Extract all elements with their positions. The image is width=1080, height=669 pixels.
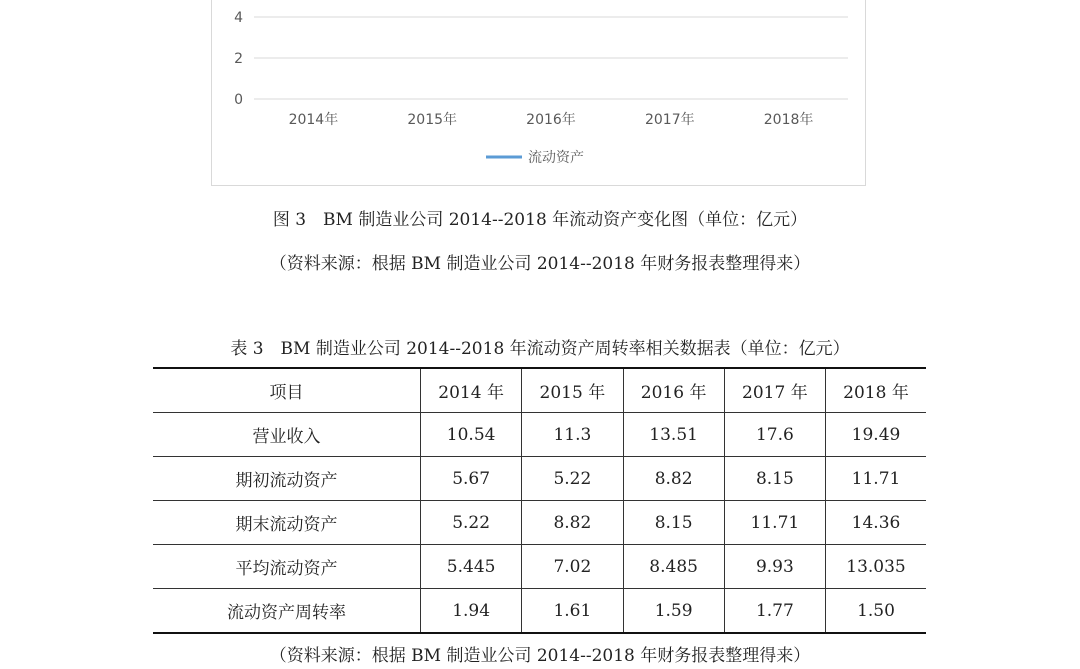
header-cell: 2016 年 — [623, 368, 724, 413]
table-row — [153, 457, 926, 501]
table-cell: 1.50 — [826, 589, 927, 634]
figure-source-note: （资料来源：根据 BM 制造业公司 2014--2018 年财务报表整理得来） — [269, 254, 811, 274]
figure-caption: 图 3 BM 制造业公司 2014--2018 年流动资产变化图（单位：亿元） — [272, 210, 808, 230]
table-cell: 7.02 — [522, 545, 623, 589]
table-cell: 5.445 — [421, 545, 522, 589]
table-cell: 1.94 — [421, 589, 522, 634]
header-cell: 2014 年 — [421, 368, 522, 413]
row-label: 期初流动资产 — [153, 457, 421, 501]
row-label: 期末流动资产 — [153, 501, 421, 545]
table-cell: 1.61 — [522, 589, 623, 634]
row-label: 平均流动资产 — [153, 545, 421, 589]
table-row — [153, 545, 926, 589]
table-cell: 8.15 — [623, 501, 724, 545]
table-cell: 10.54 — [421, 413, 522, 457]
table-row — [153, 501, 926, 545]
chart-frame — [211, 0, 866, 186]
table-cell: 8.485 — [623, 545, 724, 589]
y-tick-label: 4 — [234, 10, 243, 26]
table-cell: 8.82 — [623, 457, 724, 501]
header-cell: 项目 — [153, 368, 421, 413]
line-chart — [212, 0, 867, 186]
x-tick-label: 2015年 — [407, 112, 458, 128]
table-header-row — [153, 368, 926, 413]
table-cell: 9.93 — [724, 545, 825, 589]
x-tick-label: 2018年 — [763, 112, 814, 128]
header-cell: 2018 年 — [826, 368, 927, 413]
table-cell: 19.49 — [826, 413, 927, 457]
header-cell: 2017 年 — [724, 368, 825, 413]
x-tick-label: 2016年 — [526, 112, 576, 128]
table-cell: 8.15 — [724, 457, 825, 501]
table-cell: 5.22 — [421, 501, 522, 545]
table-cell: 14.36 — [826, 501, 927, 545]
y-tick-label: 0 — [234, 92, 243, 108]
legend-label: 流动资产 — [528, 150, 584, 166]
table-cell: 1.59 — [623, 589, 724, 634]
table-row — [153, 413, 926, 457]
data-table — [153, 367, 926, 634]
table-row — [153, 589, 926, 634]
table-cell: 11.71 — [724, 501, 825, 545]
table-cell: 13.035 — [826, 545, 927, 589]
x-tick-label: 2017年 — [644, 112, 695, 128]
table-caption: 表 3 BM 制造业公司 2014--2018 年流动资产周转率相关数据表（单位：亿元） — [230, 339, 850, 359]
table-cell: 8.82 — [522, 501, 623, 545]
table-source-note: （资料来源：根据 BM 制造业公司 2014--2018 年财务报表整理得来） — [269, 646, 811, 666]
x-tick-label: 2014年 — [288, 112, 339, 128]
y-tick-label: 2 — [234, 51, 243, 67]
table-cell: 13.51 — [623, 413, 724, 457]
table-cell: 11.71 — [826, 457, 927, 501]
header-cell: 2015 年 — [522, 368, 623, 413]
table-cell: 1.77 — [724, 589, 825, 634]
table-cell: 17.6 — [724, 413, 825, 457]
table-cell: 5.22 — [522, 457, 623, 501]
table-cell: 5.67 — [421, 457, 522, 501]
table-cell: 11.3 — [522, 413, 623, 457]
row-label: 流动资产周转率 — [153, 589, 421, 634]
row-label: 营业收入 — [153, 413, 421, 457]
